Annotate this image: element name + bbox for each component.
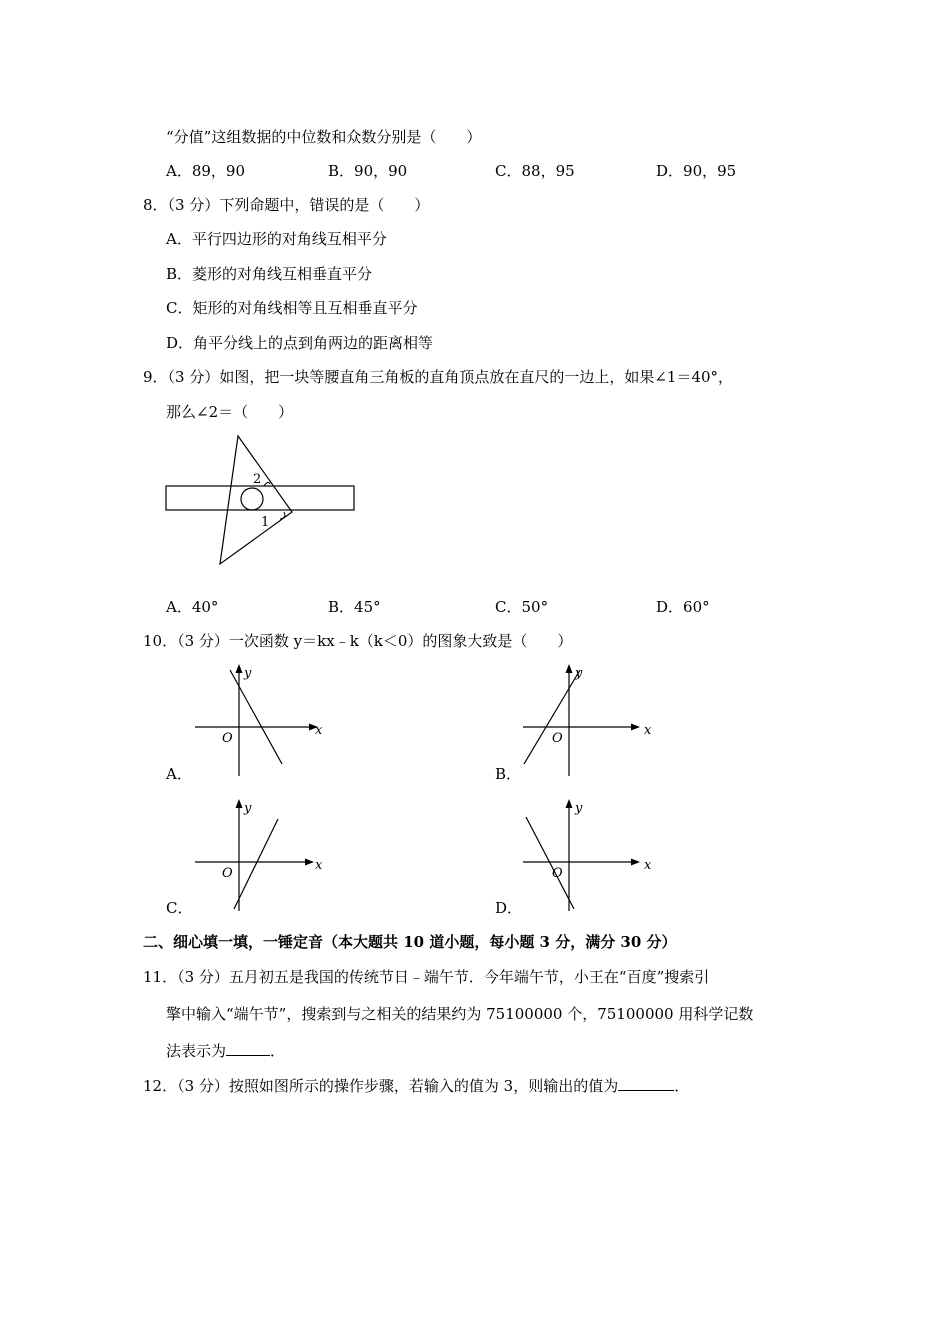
q9-stem: 9．（3 分）如图，把一块等腰直角三角板的直角顶点放在直尺的一边上，如果∠1＝40°， xyxy=(143,368,734,386)
q10-stem: 10．（3 分）一次函数 y＝kx﹣k（k＜0）的图象大致是（ ） xyxy=(143,632,573,650)
angle-1-label: 1 xyxy=(261,515,270,530)
q8-option-c: C．矩形的对角线相等且互相垂直平分 xyxy=(166,299,418,317)
graph-a-line xyxy=(230,670,282,764)
q9-option-b: B．45° xyxy=(328,598,381,616)
q9-option-c: C．50° xyxy=(495,598,549,616)
svg-text:x: x xyxy=(315,858,323,873)
svg-text:y: y xyxy=(244,666,252,681)
svg-text:x: x xyxy=(644,858,652,873)
q7-option-b: B．90，90 xyxy=(328,162,408,180)
q8-option-a: A．平行四边形的对角线互相平分 xyxy=(166,230,387,248)
svg-text:O: O xyxy=(552,731,563,746)
graph-b-line xyxy=(524,670,580,764)
svg-text:y: y xyxy=(575,801,583,816)
q8-stem: 8．（3 分）下列命题中，错误的是（ ） xyxy=(143,196,430,214)
angle-2-label: 2 xyxy=(253,472,262,487)
graph-d-line xyxy=(526,817,574,909)
svg-text:O: O xyxy=(222,866,233,881)
q11-line-1: 11．（3 分）五月初五是我国的传统节日﹣端午节．今年端午节，小王在“百度”搜索引 xyxy=(143,968,710,986)
q8-option-d: D．角平分线上的点到角两边的距离相等 xyxy=(166,334,434,352)
q8-option-b: B．菱形的对角线互相垂直平分 xyxy=(166,265,373,283)
triangle xyxy=(220,436,292,564)
q12-text: 12．（3 分）按照如图所示的操作步骤，若输入的值为 3，则输出的值为 xyxy=(143,1077,619,1095)
graph-c-line xyxy=(234,819,278,909)
q7-stem-continuation: “分值”这组数据的中位数和众数分别是（ ） xyxy=(166,128,482,146)
q11-line-3 xyxy=(166,1041,285,1061)
q10-graph-d xyxy=(518,795,668,915)
q11-line-2: 擎中输入“端午节”，搜索到与之相关的结果约为 75100000 个，75100000 用科学记数 xyxy=(166,1005,754,1023)
q10-option-b: B． xyxy=(495,765,522,783)
svg-text:y: y xyxy=(575,666,583,681)
q9-stem-continuation: 那么∠2＝（ ） xyxy=(166,403,294,421)
q11-answer-blank[interactable] xyxy=(226,1041,270,1056)
q10-graph-c xyxy=(190,795,340,915)
q9-option-a: A．40° xyxy=(166,598,219,616)
q10-graph-b xyxy=(518,660,668,780)
svg-text:x: x xyxy=(644,723,652,738)
q12-end: ． xyxy=(674,1077,690,1095)
q9-figure xyxy=(160,430,360,570)
svg-text:y: y xyxy=(244,801,252,816)
q10-option-a: A． xyxy=(166,765,192,783)
q7-option-d: D．90，95 xyxy=(656,162,737,180)
q12-answer-blank[interactable] xyxy=(618,1076,674,1091)
q10-graph-a xyxy=(190,660,340,780)
triangle-hole xyxy=(241,488,263,510)
q7-option-a: A．89，90 xyxy=(166,162,246,180)
q11-line-3-text: 法表示为 xyxy=(166,1042,227,1060)
q12-line xyxy=(143,1076,689,1096)
section-2-heading: 二、细心填一填，一锤定音（本大题共 10 道小题，每小题 3 分，满分 30 分） xyxy=(143,933,677,951)
q10-option-d: D． xyxy=(495,899,523,917)
q9-option-d: D．60° xyxy=(656,598,710,616)
q7-option-c: C．88，95 xyxy=(495,162,575,180)
q11-line-3-end: ． xyxy=(270,1042,286,1060)
svg-text:x: x xyxy=(315,723,323,738)
svg-text:O: O xyxy=(222,731,233,746)
q10-option-c: C． xyxy=(166,899,193,917)
svg-text:O: O xyxy=(552,866,563,881)
